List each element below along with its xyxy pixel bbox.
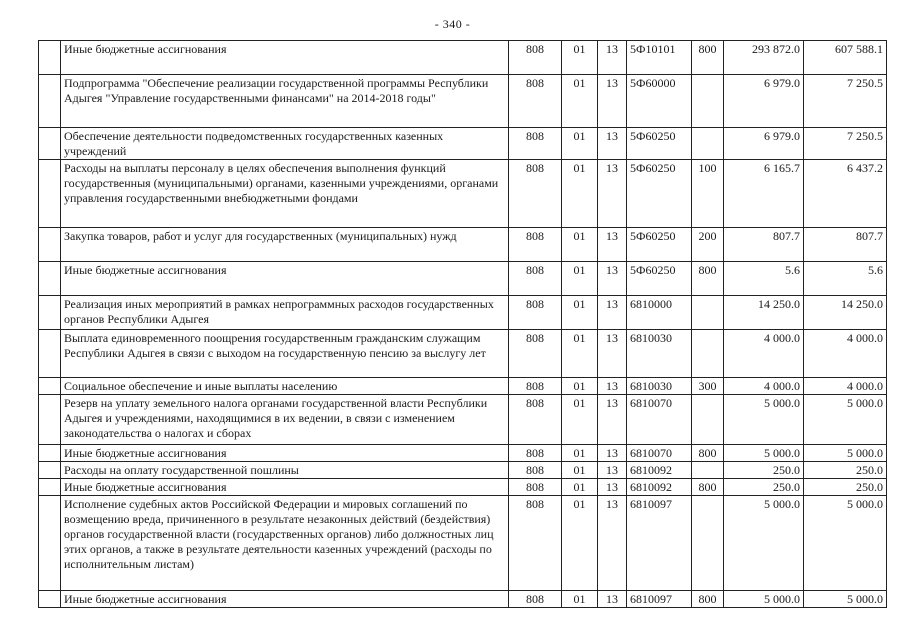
amount-year-1: 250.0 (724, 462, 804, 479)
budget-item-name: Резерв на уплату земельного налога органами государственной власти Республики Адыгея и учреждениями, находящимися в их ведении, в связи с изменением законодательства о налогах и сборах (61, 395, 509, 445)
expense-kind-code (692, 496, 724, 591)
table-row (39, 378, 887, 395)
expense-kind-code (692, 75, 724, 128)
subsection-code: 13 (598, 128, 627, 160)
amount-year-2: 250.0 (804, 479, 887, 496)
row-marker-cell (39, 228, 61, 262)
amount-year-2: 250.0 (804, 462, 887, 479)
amount-year-1: 250.0 (724, 479, 804, 496)
target-article-code: 6810030 (627, 378, 692, 395)
amount-year-1: 5 000.0 (724, 445, 804, 462)
budget-item-name: Расходы на выплаты персоналу в целях обеспечения выполнения функций государственныя (муниципальными) органами, казенными учреждениями, органами управления государственными внебюджетными фондами (61, 160, 509, 228)
section-code: 01 (562, 462, 598, 479)
expense-kind-code: 200 (692, 228, 724, 262)
ministry-code: 808 (509, 378, 562, 395)
ministry-code: 808 (509, 296, 562, 330)
ministry-code: 808 (509, 262, 562, 296)
expense-kind-code (692, 330, 724, 378)
budget-item-name: Иные бюджетные ассигнования (61, 41, 509, 75)
target-article-code: 6810070 (627, 395, 692, 445)
amount-year-2: 5 000.0 (804, 591, 887, 608)
page-number: - 340 - (434, 17, 471, 31)
subsection-code: 13 (598, 395, 627, 445)
amount-year-2: 6 437.2 (804, 160, 887, 228)
amount-year-2: 5 000.0 (804, 395, 887, 445)
subsection-code: 13 (598, 330, 627, 378)
amount-year-2: 7 250.5 (804, 75, 887, 128)
amount-year-2: 14 250.0 (804, 296, 887, 330)
table-row (39, 395, 887, 445)
table-row (39, 75, 887, 128)
section-code: 01 (562, 41, 598, 75)
expense-kind-code: 800 (692, 591, 724, 608)
table-row (39, 41, 887, 75)
table-row (39, 462, 887, 479)
budget-item-name: Иные бюджетные ассигнования (61, 479, 509, 496)
section-code: 01 (562, 160, 598, 228)
section-code: 01 (562, 75, 598, 128)
row-marker-cell (39, 496, 61, 591)
expense-kind-code (692, 462, 724, 479)
table-row (39, 445, 887, 462)
section-code: 01 (562, 479, 598, 496)
amount-year-2: 607 588.1 (804, 41, 887, 75)
budget-item-name: Закупка товаров, работ и услуг для государственных (муниципальных) нужд (61, 228, 509, 262)
section-code: 01 (562, 445, 598, 462)
amount-year-2: 5 000.0 (804, 445, 887, 462)
amount-year-1: 6 165.7 (724, 160, 804, 228)
section-code: 01 (562, 591, 598, 608)
target-article-code: 6810097 (627, 591, 692, 608)
target-article-code: 5Ф10101 (627, 41, 692, 75)
expense-kind-code: 300 (692, 378, 724, 395)
table-row (39, 160, 887, 228)
ministry-code: 808 (509, 591, 562, 608)
row-marker-cell (39, 395, 61, 445)
amount-year-1: 5 000.0 (724, 496, 804, 591)
ministry-code: 808 (509, 330, 562, 378)
table-row (39, 128, 887, 160)
amount-year-2: 4 000.0 (804, 378, 887, 395)
row-marker-cell (39, 160, 61, 228)
ministry-code: 808 (509, 128, 562, 160)
subsection-code: 13 (598, 378, 627, 395)
subsection-code: 13 (598, 591, 627, 608)
target-article-code: 6810000 (627, 296, 692, 330)
target-article-code: 5Ф60250 (627, 228, 692, 262)
target-article-code: 6810092 (627, 462, 692, 479)
row-marker-cell (39, 75, 61, 128)
ministry-code: 808 (509, 479, 562, 496)
target-article-code: 5Ф60250 (627, 160, 692, 228)
subsection-code: 13 (598, 479, 627, 496)
ministry-code: 808 (509, 445, 562, 462)
subsection-code: 13 (598, 41, 627, 75)
subsection-code: 13 (598, 296, 627, 330)
budget-item-name: Выплата единовременного поощрения государственным гражданским служащим Республики Адыгея в связи с выходом на государственную пенсию за выслугу лет (61, 330, 509, 378)
amount-year-1: 4 000.0 (724, 330, 804, 378)
section-code: 01 (562, 330, 598, 378)
amount-year-1: 5.6 (724, 262, 804, 296)
section-code: 01 (562, 262, 598, 296)
amount-year-1: 14 250.0 (724, 296, 804, 330)
row-marker-cell (39, 330, 61, 378)
amount-year-1: 293 872.0 (724, 41, 804, 75)
amount-year-1: 807.7 (724, 228, 804, 262)
ministry-code: 808 (509, 75, 562, 128)
target-article-code: 6810097 (627, 496, 692, 591)
target-article-code: 5Ф60000 (627, 75, 692, 128)
expense-kind-code (692, 395, 724, 445)
target-article-code: 6810030 (627, 330, 692, 378)
subsection-code: 13 (598, 462, 627, 479)
budget-item-name: Исполнение судебных актов Российской Федерации и мировых соглашений по возмещению вреда, причиненного в результате незаконных действий (бездействия) органов государственной власти (государственных органов) либо должностных лиц этих органов, а также в результате деятельности казенных учреждений (расходы по исполнительным листам) (61, 496, 509, 591)
ministry-code: 808 (509, 496, 562, 591)
section-code: 01 (562, 128, 598, 160)
section-code: 01 (562, 378, 598, 395)
subsection-code: 13 (598, 160, 627, 228)
row-marker-cell (39, 479, 61, 496)
table-row (39, 479, 887, 496)
amount-year-1: 5 000.0 (724, 591, 804, 608)
ministry-code: 808 (509, 160, 562, 228)
section-code: 01 (562, 228, 598, 262)
target-article-code: 5Ф60250 (627, 262, 692, 296)
subsection-code: 13 (598, 228, 627, 262)
subsection-code: 13 (598, 496, 627, 591)
section-code: 01 (562, 395, 598, 445)
amount-year-2: 7 250.5 (804, 128, 887, 160)
row-marker-cell (39, 591, 61, 608)
amount-year-1: 5 000.0 (724, 395, 804, 445)
expense-kind-code: 800 (692, 445, 724, 462)
budget-item-name: Иные бюджетные ассигнования (61, 262, 509, 296)
expense-kind-code: 800 (692, 262, 724, 296)
section-code: 01 (562, 496, 598, 591)
amount-year-2: 5.6 (804, 262, 887, 296)
subsection-code: 13 (598, 262, 627, 296)
row-marker-cell (39, 445, 61, 462)
target-article-code: 6810092 (627, 479, 692, 496)
table-row (39, 228, 887, 262)
table-row (39, 296, 887, 330)
row-marker-cell (39, 41, 61, 75)
expense-kind-code: 800 (692, 479, 724, 496)
amount-year-2: 5 000.0 (804, 496, 887, 591)
budget-table (38, 40, 887, 608)
target-article-code: 6810070 (627, 445, 692, 462)
budget-item-name: Подпрограмма "Обеспечение реализации государственной программы Республики Адыгея "Управление государственными финансами" на 2014-2018 годы" (61, 75, 509, 128)
target-article-code: 5Ф60250 (627, 128, 692, 160)
budget-item-name: Расходы на оплату государственной пошлины (61, 462, 509, 479)
row-marker-cell (39, 296, 61, 330)
budget-item-name: Иные бюджетные ассигнования (61, 591, 509, 608)
amount-year-1: 4 000.0 (724, 378, 804, 395)
ministry-code: 808 (509, 41, 562, 75)
table-row (39, 262, 887, 296)
budget-item-name: Социальное обеспечение и иные выплаты населению (61, 378, 509, 395)
ministry-code: 808 (509, 228, 562, 262)
amount-year-2: 807.7 (804, 228, 887, 262)
expense-kind-code: 100 (692, 160, 724, 228)
table-row (39, 591, 887, 608)
row-marker-cell (39, 462, 61, 479)
budget-item-name: Обеспечение деятельности подведомственных государственных казенных учреждений (61, 128, 509, 160)
expense-kind-code (692, 128, 724, 160)
budget-item-name: Иные бюджетные ассигнования (61, 445, 509, 462)
row-marker-cell (39, 128, 61, 160)
subsection-code: 13 (598, 445, 627, 462)
subsection-code: 13 (598, 75, 627, 128)
amount-year-1: 6 979.0 (724, 75, 804, 128)
ministry-code: 808 (509, 462, 562, 479)
amount-year-1: 6 979.0 (724, 128, 804, 160)
row-marker-cell (39, 262, 61, 296)
ministry-code: 808 (509, 395, 562, 445)
expense-kind-code: 800 (692, 41, 724, 75)
table-row (39, 496, 887, 591)
section-code: 01 (562, 296, 598, 330)
row-marker-cell (39, 378, 61, 395)
expense-kind-code (692, 296, 724, 330)
table-row (39, 330, 887, 378)
amount-year-2: 4 000.0 (804, 330, 887, 378)
budget-item-name: Реализация иных мероприятий в рамках непрограммных расходов государственных органов Республики Адыгея (61, 296, 509, 330)
